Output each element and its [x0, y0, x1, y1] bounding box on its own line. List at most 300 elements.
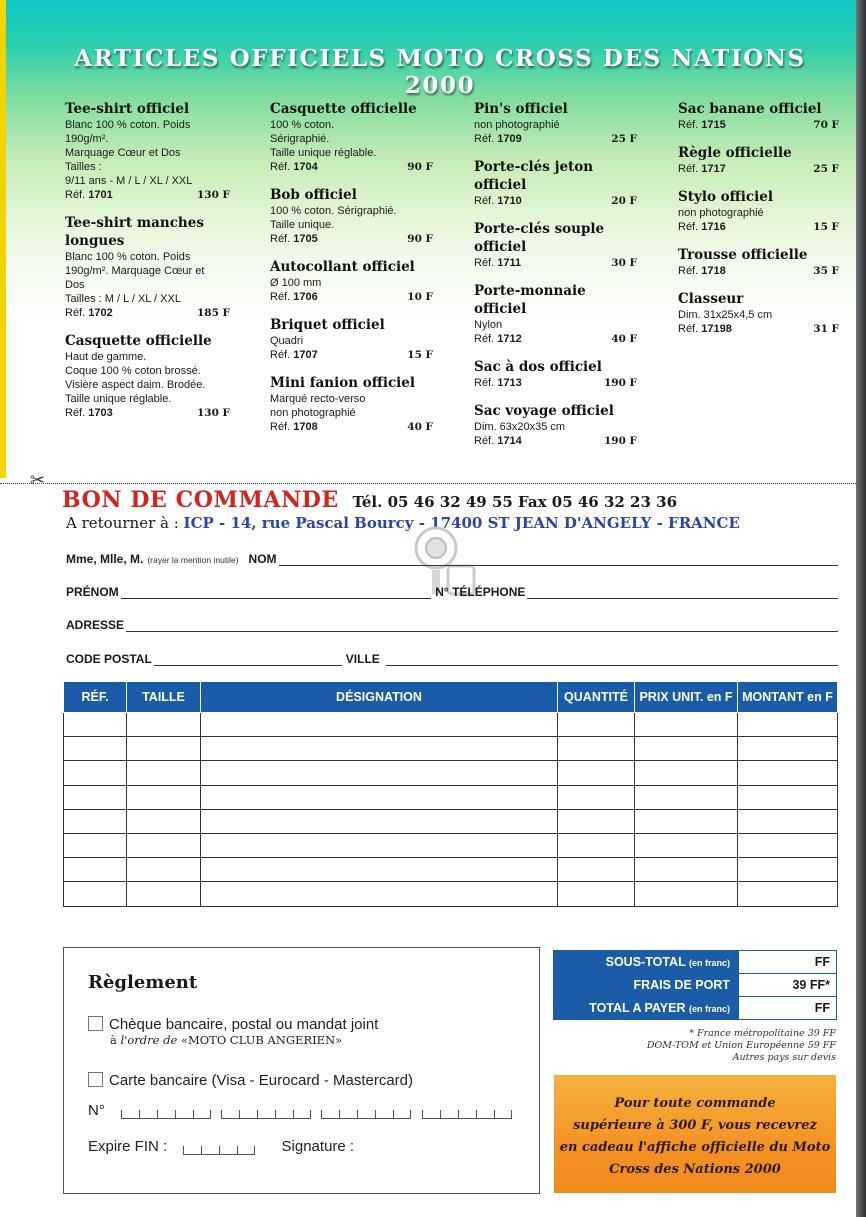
order-cell[interactable]: [558, 882, 635, 906]
catalog-column-4: [678, 100, 839, 348]
product-price: 70 F: [813, 119, 839, 131]
product-title: Porte-clés souple officiel: [474, 221, 605, 255]
shipping-row: [554, 974, 837, 997]
order-cell[interactable]: [635, 785, 738, 809]
product-title: Tee-shirt officiel: [65, 101, 190, 117]
order-cell[interactable]: [201, 882, 558, 906]
product-ref: [678, 322, 732, 336]
order-cell[interactable]: [738, 737, 838, 761]
product-ref-number: 17198: [701, 323, 732, 335]
payment-title: Règlement: [88, 972, 198, 993]
product-ref-label: Réf.: [474, 133, 495, 145]
product-ref-label: Réf.: [678, 323, 699, 335]
product-description: non photographié: [474, 119, 560, 131]
product-description: non photographié: [270, 407, 356, 419]
order-cell[interactable]: [558, 858, 635, 882]
product-description: Marqué recto-verso: [270, 393, 366, 405]
product-ref-label: Réf.: [65, 407, 86, 419]
order-cell[interactable]: [64, 882, 127, 906]
shipping-label: FRAIS DE PORT: [554, 974, 739, 997]
order-cell[interactable]: [127, 882, 201, 906]
col-quantite: QUANTITÉ: [558, 682, 635, 713]
cut-line: [0, 483, 860, 484]
adresse-field[interactable]: [126, 618, 838, 632]
product-price: 15 F: [407, 349, 433, 361]
product-item: [678, 246, 839, 278]
product-ref-label: Réf.: [474, 435, 495, 447]
product-price: 20 F: [611, 195, 637, 207]
promo-line-3: en cadeau l'affiche officielle du Moto: [559, 1140, 831, 1155]
product-price: 185 F: [196, 307, 230, 319]
product-description: Dim. 63x20x35 cm: [474, 421, 566, 433]
product-price: 25 F: [611, 133, 637, 145]
product-title: Sac voyage officiel: [474, 403, 614, 419]
promo-box: [554, 1075, 836, 1193]
order-cell[interactable]: [127, 761, 201, 785]
order-contact: Tél. 05 46 32 49 55 Fax 05 46 32 23 36: [352, 493, 678, 511]
product-ref-row: [270, 420, 433, 434]
product-price: 10 F: [407, 291, 433, 303]
product-ref-label: Réf.: [270, 349, 291, 361]
payment-box: [63, 947, 540, 1194]
product-ref-number: 1708: [293, 421, 318, 433]
order-row: [64, 785, 838, 809]
shipping-note-europe: DOM-TOM et Union Européenne 59 FF: [646, 1040, 836, 1051]
product-description: Dim. 31x25x4,5 cm: [678, 309, 773, 321]
product-item: [65, 214, 230, 320]
catalog-column-1: [65, 100, 230, 432]
col-montant: MONTANT en F: [738, 682, 838, 713]
product-ref: [474, 194, 522, 208]
product-price: 40 F: [611, 333, 637, 345]
product-description: Tailles :: [65, 161, 102, 173]
order-cell[interactable]: [127, 737, 201, 761]
order-row: [64, 713, 838, 737]
product-ref-number: 1705: [293, 233, 318, 245]
order-cell[interactable]: [201, 858, 558, 882]
order-cell[interactable]: [635, 713, 738, 737]
card-number-group-1[interactable]: [121, 1110, 211, 1119]
order-cell[interactable]: [738, 713, 838, 737]
civility-label: Mme, Mlle, M.: [66, 552, 144, 566]
total-label-text: TOTAL A PAYER: [589, 1001, 686, 1015]
product-price: 90 F: [407, 161, 433, 173]
product-ref: [678, 162, 726, 176]
product-description: Nylon: [474, 319, 503, 331]
product-ref: [65, 188, 113, 202]
order-cell[interactable]: [635, 737, 738, 761]
product-ref-row: [678, 322, 839, 336]
product-ref: [65, 306, 113, 320]
product-description: 100 % coton. Sérigraphié.: [270, 205, 397, 217]
product-description: non photographié: [678, 207, 764, 219]
card-label: Carte bancaire (Visa - Eurocard - Mastercard): [109, 1072, 413, 1089]
return-address-text: ICP - 14, rue Pascal Bourcy - 17400 ST JEAN D'ANGELY - FRANCE: [183, 514, 740, 532]
product-ref-label: Réf.: [474, 377, 495, 389]
product-ref-row: [474, 194, 637, 208]
cheque-checkbox[interactable]: [88, 1016, 103, 1031]
order-cell[interactable]: [635, 761, 738, 785]
order-cell[interactable]: [635, 882, 738, 906]
product-title: Trousse officielle: [678, 247, 808, 263]
card-checkbox[interactable]: [88, 1072, 103, 1087]
product-title: Casquette officielle: [65, 333, 212, 349]
product-ref-number: 1716: [701, 221, 726, 233]
return-address: [66, 514, 740, 532]
col-ref: RÉF.: [64, 682, 127, 713]
product-ref-number: 1709: [497, 133, 522, 145]
scissors-icon: ✂: [30, 470, 46, 490]
product-ref-row: [678, 162, 839, 176]
order-cell[interactable]: [558, 737, 635, 761]
card-number-group-3[interactable]: [321, 1110, 411, 1119]
product-title: Stylo officiel: [678, 189, 773, 205]
product-ref: [270, 420, 318, 434]
product-ref-number: 1710: [497, 195, 522, 207]
product-ref: [270, 348, 318, 362]
product-ref-number: 1711: [497, 257, 522, 269]
product-ref-number: 1707: [293, 349, 318, 361]
product-price: 15 F: [813, 221, 839, 233]
catalog-column-2: [270, 100, 433, 446]
product-ref-label: Réf.: [270, 291, 291, 303]
product-item: [270, 186, 433, 246]
product-title: Autocollant officiel: [270, 259, 415, 275]
product-title: Porte-clés jeton officiel: [474, 159, 594, 193]
catalog-title: ARTICLES OFFICIELS MOTO CROSS DES NATIONS 2000: [74, 45, 806, 99]
product-description: Ø 100 mm: [270, 277, 322, 289]
subtotal-value[interactable]: FF: [739, 951, 837, 974]
order-row: [64, 737, 838, 761]
product-item: [270, 100, 433, 174]
cheque-sub-c: «MOTO CLUB ANGERIEN»: [177, 1033, 343, 1047]
product-ref-row: [270, 232, 433, 246]
payment-option-cheque: [88, 1016, 378, 1047]
product-description: 190g/m².: [65, 133, 109, 145]
product-ref-number: 1713: [497, 377, 522, 389]
order-cell[interactable]: [201, 761, 558, 785]
product-title: Sac à dos officiel: [474, 359, 602, 375]
total-value[interactable]: FF: [739, 997, 837, 1020]
order-cell[interactable]: [635, 809, 738, 833]
order-cell[interactable]: [558, 785, 635, 809]
product-description: Dos: [65, 279, 85, 291]
subtotal-label-text: SOUS-TOTAL: [605, 955, 686, 969]
product-ref-label: Réf.: [474, 257, 495, 269]
product-title: Casquette officielle: [270, 101, 417, 117]
order-cell[interactable]: [201, 713, 558, 737]
firstname-phone-row: [66, 581, 838, 599]
order-cell[interactable]: [127, 833, 201, 857]
order-cell[interactable]: [738, 761, 838, 785]
order-row: [64, 761, 838, 785]
product-title: Pin's officiel: [474, 101, 568, 117]
cheque-sub-a: à: [110, 1033, 121, 1047]
product-ref-number: 1715: [701, 119, 726, 131]
product-ref: [474, 434, 522, 448]
product-item: [678, 290, 839, 336]
product-price: 35 F: [813, 265, 839, 277]
product-price: 130 F: [196, 189, 230, 201]
product-ref-label: Réf.: [474, 195, 495, 207]
order-cell[interactable]: [558, 809, 635, 833]
subtotal-label: [554, 951, 739, 974]
order-cell[interactable]: [558, 761, 635, 785]
product-ref: [270, 290, 318, 304]
product-ref-label: Réf.: [474, 333, 495, 345]
product-ref: [678, 220, 726, 234]
shipping-note-france: * France métropolitaine 39 FF: [689, 1028, 836, 1039]
product-description: Quadri: [270, 335, 304, 347]
order-row: [64, 882, 838, 906]
expire-label: Expire FIN :: [88, 1138, 168, 1155]
card-number-row: [88, 1102, 518, 1119]
product-description: Marquage Cœur et Dos: [65, 147, 181, 159]
telephone-field[interactable]: [527, 585, 838, 599]
nom-field[interactable]: [279, 552, 838, 566]
cheque-sub-b: l'ordre de: [120, 1033, 178, 1047]
product-ref-number: 1718: [701, 265, 726, 277]
order-table-header: [64, 682, 838, 713]
product-title: Briquet officiel: [270, 317, 385, 333]
total-label: [554, 997, 739, 1020]
product-ref: [65, 406, 113, 420]
ville-label: VILLE: [345, 652, 380, 666]
telephone-label: N° TÉLÉPHONE: [435, 585, 526, 599]
order-cell[interactable]: [64, 809, 127, 833]
order-header: [62, 487, 677, 513]
product-price: 190 F: [603, 377, 637, 389]
order-cell[interactable]: [558, 833, 635, 857]
order-cell[interactable]: [201, 737, 558, 761]
product-description: Blanc 100 % coton. Poids: [65, 251, 191, 263]
shipping-notes: [553, 1028, 836, 1064]
product-price: 130 F: [196, 407, 230, 419]
order-row: [64, 809, 838, 833]
product-description: 190g/m². Marquage Cœur et: [65, 265, 205, 277]
product-ref: [474, 256, 521, 270]
cheque-label: Chèque bancaire, postal ou mandat joint: [109, 1016, 379, 1033]
subtotal-unit: (en franc): [688, 958, 730, 968]
product-description: Blanc 100 % coton. Poids: [65, 119, 191, 131]
total-row: [554, 997, 837, 1020]
shipping-note-other: Autres pays sur devis: [732, 1052, 836, 1063]
product-item: [270, 316, 433, 362]
product-ref: [270, 232, 318, 246]
product-ref: [270, 160, 318, 174]
product-ref-row: [270, 160, 433, 174]
order-cell[interactable]: [558, 713, 635, 737]
product-ref-label: Réf.: [65, 307, 86, 319]
product-description: Visière aspect daim. Brodée.: [65, 379, 206, 391]
product-title: Bob officiel: [270, 187, 357, 203]
product-ref-row: [270, 348, 433, 362]
code-postal-field[interactable]: [154, 652, 342, 666]
totals-table: [553, 950, 837, 1020]
product-item: [65, 100, 230, 202]
order-row: [64, 858, 838, 882]
product-ref-label: Réf.: [678, 163, 699, 175]
prenom-field[interactable]: [121, 585, 432, 599]
product-title: Sac banane officiel: [678, 101, 822, 117]
product-item: [474, 100, 637, 146]
product-item: [678, 144, 839, 176]
order-cell[interactable]: [738, 785, 838, 809]
order-title: BON DE COMMANDE: [62, 487, 339, 513]
promo-line-4: Cross des Nations 2000: [609, 1162, 781, 1177]
product-description: Taille unique réglable.: [270, 147, 377, 159]
product-description: 9/11 ans - M / L / XL / XXL: [65, 175, 193, 187]
product-price: 40 F: [407, 421, 433, 433]
product-ref-row: [474, 332, 637, 346]
order-cell[interactable]: [64, 713, 127, 737]
order-cell[interactable]: [64, 833, 127, 857]
product-ref-label: Réf.: [678, 119, 699, 131]
product-item: [474, 158, 637, 208]
product-ref-number: 1703: [88, 407, 113, 419]
product-ref-row: [65, 306, 230, 320]
catalog-column-3: [474, 100, 637, 460]
product-ref-row: [270, 290, 433, 304]
prenom-label: PRÉNOM: [66, 585, 119, 599]
return-label: A retourner à :: [66, 514, 184, 532]
adresse-label: ADRESSE: [66, 618, 125, 632]
product-ref-row: [474, 376, 637, 390]
order-cell[interactable]: [201, 809, 558, 833]
card-number-group-2[interactable]: [221, 1110, 311, 1119]
product-price: 31 F: [813, 323, 839, 335]
product-price: 25 F: [813, 163, 839, 175]
product-ref-label: Réf.: [678, 221, 699, 233]
product-item: [474, 402, 637, 448]
shipping-value: 39 FF*: [739, 974, 837, 997]
subtotal-row: [554, 951, 837, 974]
col-prix-unit: PRIX UNIT. en F: [635, 682, 738, 713]
expire-field[interactable]: [183, 1146, 255, 1155]
name-row: [66, 548, 838, 566]
order-cell[interactable]: [201, 833, 558, 857]
product-ref-number: 1714: [497, 435, 522, 447]
product-ref-number: 1717: [701, 163, 726, 175]
product-ref: [678, 118, 726, 132]
order-cell[interactable]: [201, 785, 558, 809]
product-ref: [678, 264, 726, 278]
postal-city-row: [66, 648, 838, 666]
product-description: Sérigraphié.: [270, 133, 330, 145]
card-number-label: N°: [88, 1102, 105, 1119]
product-description: Haut de gamme.: [65, 351, 147, 363]
promo-line-2: supérieure à 300 F, vous recevrez: [573, 1118, 817, 1133]
product-title: Mini fanion officiel: [270, 375, 416, 391]
order-cell[interactable]: [635, 833, 738, 857]
product-title: Porte-monnaie officiel: [474, 283, 586, 317]
product-price: 90 F: [407, 233, 433, 245]
expiry-row: [88, 1138, 354, 1155]
product-ref-label: Réf.: [270, 161, 291, 173]
product-description: Tailles : M / L / XL / XXL: [65, 293, 181, 305]
product-ref: [474, 132, 522, 146]
product-ref-label: Réf.: [270, 233, 291, 245]
order-cell[interactable]: [738, 833, 838, 857]
product-ref-label: Réf.: [65, 189, 86, 201]
nom-label: NOM: [248, 552, 277, 566]
code-postal-label: CODE POSTAL: [66, 652, 152, 666]
product-ref-number: 1704: [293, 161, 318, 173]
product-ref-row: [678, 118, 839, 132]
order-cell[interactable]: [64, 761, 127, 785]
product-ref: [474, 376, 522, 390]
product-ref-number: 1702: [88, 307, 113, 319]
order-cell[interactable]: [738, 882, 838, 906]
order-cell[interactable]: [738, 809, 838, 833]
payment-option-card: [88, 1072, 413, 1089]
order-cell[interactable]: [127, 809, 201, 833]
product-ref-row: [678, 264, 839, 278]
order-cell[interactable]: [738, 858, 838, 882]
civility-note: (rayer la mention inutile): [147, 555, 239, 565]
product-title: Classeur: [678, 291, 744, 307]
product-ref-row: [65, 406, 230, 420]
product-item: [270, 374, 433, 434]
product-item: [270, 258, 433, 304]
product-description: Coque 100 % coton brossé.: [65, 365, 201, 377]
product-item: [474, 220, 637, 270]
product-ref-row: [474, 132, 637, 146]
product-item: [678, 188, 839, 234]
product-ref-number: 1706: [293, 291, 318, 303]
product-description: Taille unique.: [270, 219, 335, 231]
product-ref-row: [474, 434, 637, 448]
order-row: [64, 833, 838, 857]
address-row: [66, 614, 838, 632]
order-cell[interactable]: [64, 858, 127, 882]
product-price: 190 F: [603, 435, 637, 447]
product-description: Taille unique réglable.: [65, 393, 172, 405]
product-ref-label: Réf.: [270, 421, 291, 433]
page-edge-shadow: [856, 0, 866, 1217]
order-cell[interactable]: [64, 785, 127, 809]
order-cell[interactable]: [127, 785, 201, 809]
product-ref-row: [474, 256, 637, 270]
promo-line-1: Pour toute commande: [614, 1096, 776, 1111]
signature-label: Signature :: [281, 1138, 355, 1155]
order-cell[interactable]: [127, 713, 201, 737]
product-item: [65, 332, 230, 420]
total-unit: (en franc): [688, 1004, 730, 1014]
product-ref-number: 1701: [88, 189, 113, 201]
col-taille: TAILLE: [127, 682, 201, 713]
order-cell[interactable]: [127, 858, 201, 882]
col-designation: DÉSIGNATION: [201, 682, 558, 713]
product-ref-row: [65, 188, 230, 202]
card-number-group-4[interactable]: [422, 1110, 512, 1119]
product-ref-label: Réf.: [678, 265, 699, 277]
order-table: [63, 681, 838, 907]
product-title: Tee-shirt manches longues: [65, 215, 204, 249]
cheque-sublabel: [110, 1033, 378, 1047]
product-item: [474, 358, 637, 390]
product-ref: [474, 332, 522, 346]
product-title: Règle officielle: [678, 145, 792, 161]
product-ref-row: [678, 220, 839, 234]
product-price: 30 F: [611, 257, 637, 269]
order-cell[interactable]: [64, 737, 127, 761]
product-item: [678, 100, 839, 132]
order-cell[interactable]: [635, 858, 738, 882]
product-item: [474, 282, 637, 346]
ville-field[interactable]: [386, 652, 838, 666]
product-ref-number: 1712: [497, 333, 522, 345]
